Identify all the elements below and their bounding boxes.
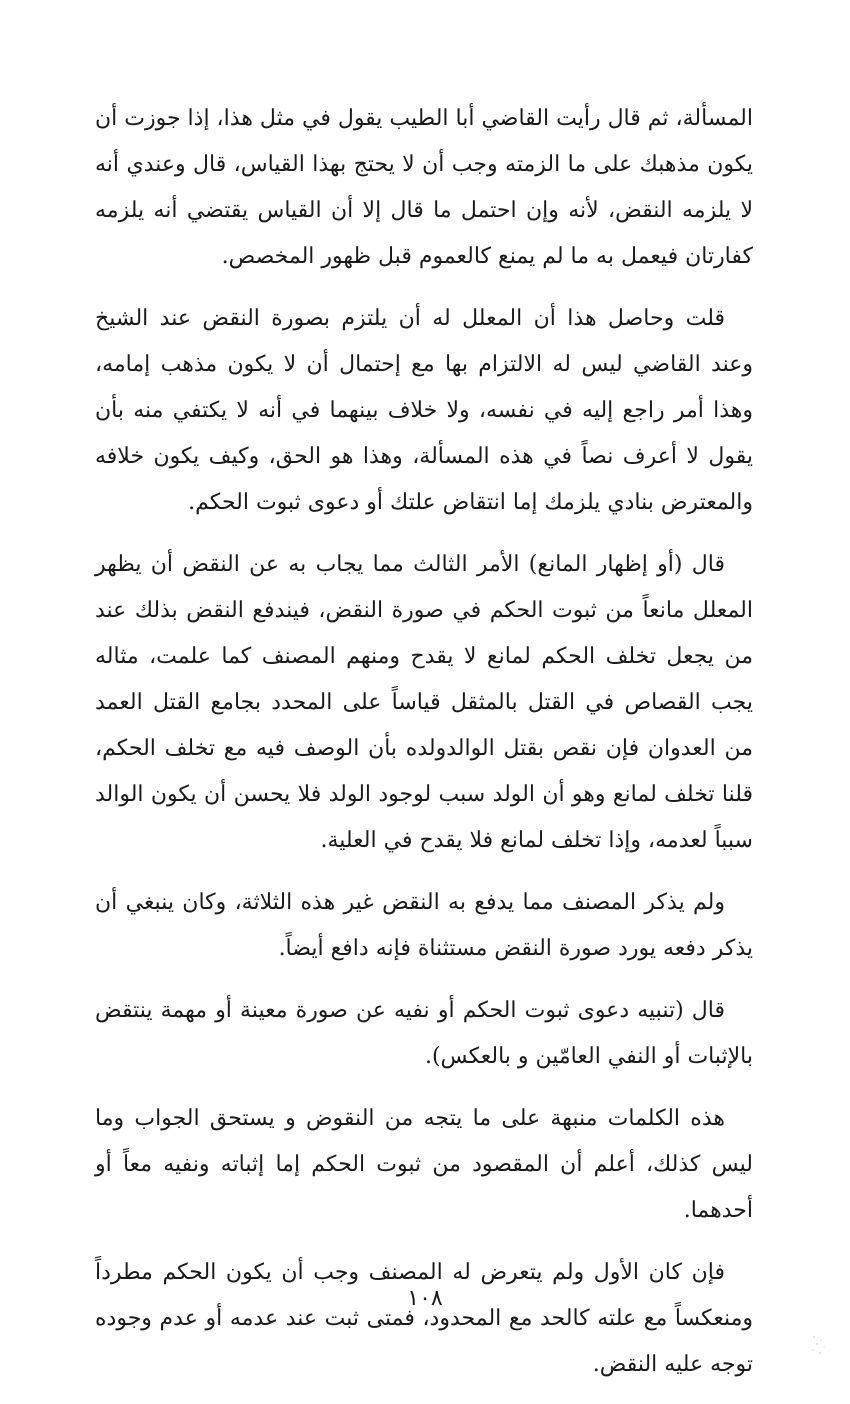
paragraph-6: هذه الكلمات منبهة على ما يتجه من النقوض و يستحق الجواب وما ليس كذلك، أعلم أن المقصود من ثبوت الحكم إما إثباته ونفيه معاً أو أحدهما. bbox=[95, 1106, 753, 1223]
paragraph-7: فإن كان الأول ولم يتعرض له المصنف وجب أن يكون الحكم مطرداً ومنعكساً مع علته كالحد مع المحدود، فمتى ثبت عند عدمه أو عدم وجوده توجه عليه النقض. bbox=[95, 1260, 753, 1377]
paragraph-2: قلت وحاصل هذا أن المعلل له أن يلتزم بصورة النقض عند الشيخ وعند القاضي ليس له الالتزام بها مع إحتمال أن لا يكون مذهب إمامه، وهذا أمر راجع إليه في نفسه، ولا خلاف بينهما في أنه لا يكتفي منه بأن يقول لا أعرف نصاً في هذه المسألة، وهذا هو الحق، وكيف يكون خلافه والمعترض بنادي يلزمك إما انتقاض علتك أو دعوى ثبوت الحكم. bbox=[95, 306, 753, 515]
scan-speck-marks bbox=[810, 1334, 828, 1356]
paragraph-3: قال (أو إظهار المانع) الأمر الثالث مما يجاب به عن النقض أن يظهر المعلل مانعاً من ثبوت الحكم في صورة النقض، فيندفع النقض بذلك عند من يجعل تخلف الحكم لمانع لا يقدح ومنهم المصنف كما علمت، مثاله يجب القصاص في القتل بالمثقل قياساً على المحدد بجامع القتل العمد من العدوان فإن نقص بقتل الوالدولده بأن الوصف فيه مع تخلف الحكم، قلنا تخلف لمانع وهو أن الولد سبب لوجود الولد فلا يحسن أن يكون الوالد سبباً لعدمه، وإذا تخلف لمانع فلا يقدح في العلية. bbox=[95, 552, 753, 853]
page-number: ١٠٨ bbox=[407, 1286, 443, 1311]
paragraph-1: المسألة، ثم قال رأيت القاضي أبا الطيب يقول في مثل هذا، إذا جوزت أن يكون مذهبك على ما الزمته وجب أن لا يحتج بهذا القياس، قال وعندي أنه لا يلزمه النقض، لأنه وإن احتمل ما قال إلا أن القياس يقتضي أنه يلزمه كفارتان فيعمل به ما لم يمنع كالعموم قبل ظهور المخصص. bbox=[94, 106, 753, 269]
page-body bbox=[95, 96, 753, 1404]
paragraph-4: ولم يذكر المصنف مما يدفع به النقض غير هذه الثلاثة، وكان ينبغي أن يذكر دفعه يورد صورة النقض مستثناة فإنه دافع أيضاً. bbox=[95, 890, 753, 961]
paragraph-5: قال (تنبيه دعوى ثبوت الحكم أو نفيه عن صورة معينة أو مهمة ينتقض بالإثبات أو النفي العامّين و بالعكس). bbox=[95, 998, 753, 1069]
